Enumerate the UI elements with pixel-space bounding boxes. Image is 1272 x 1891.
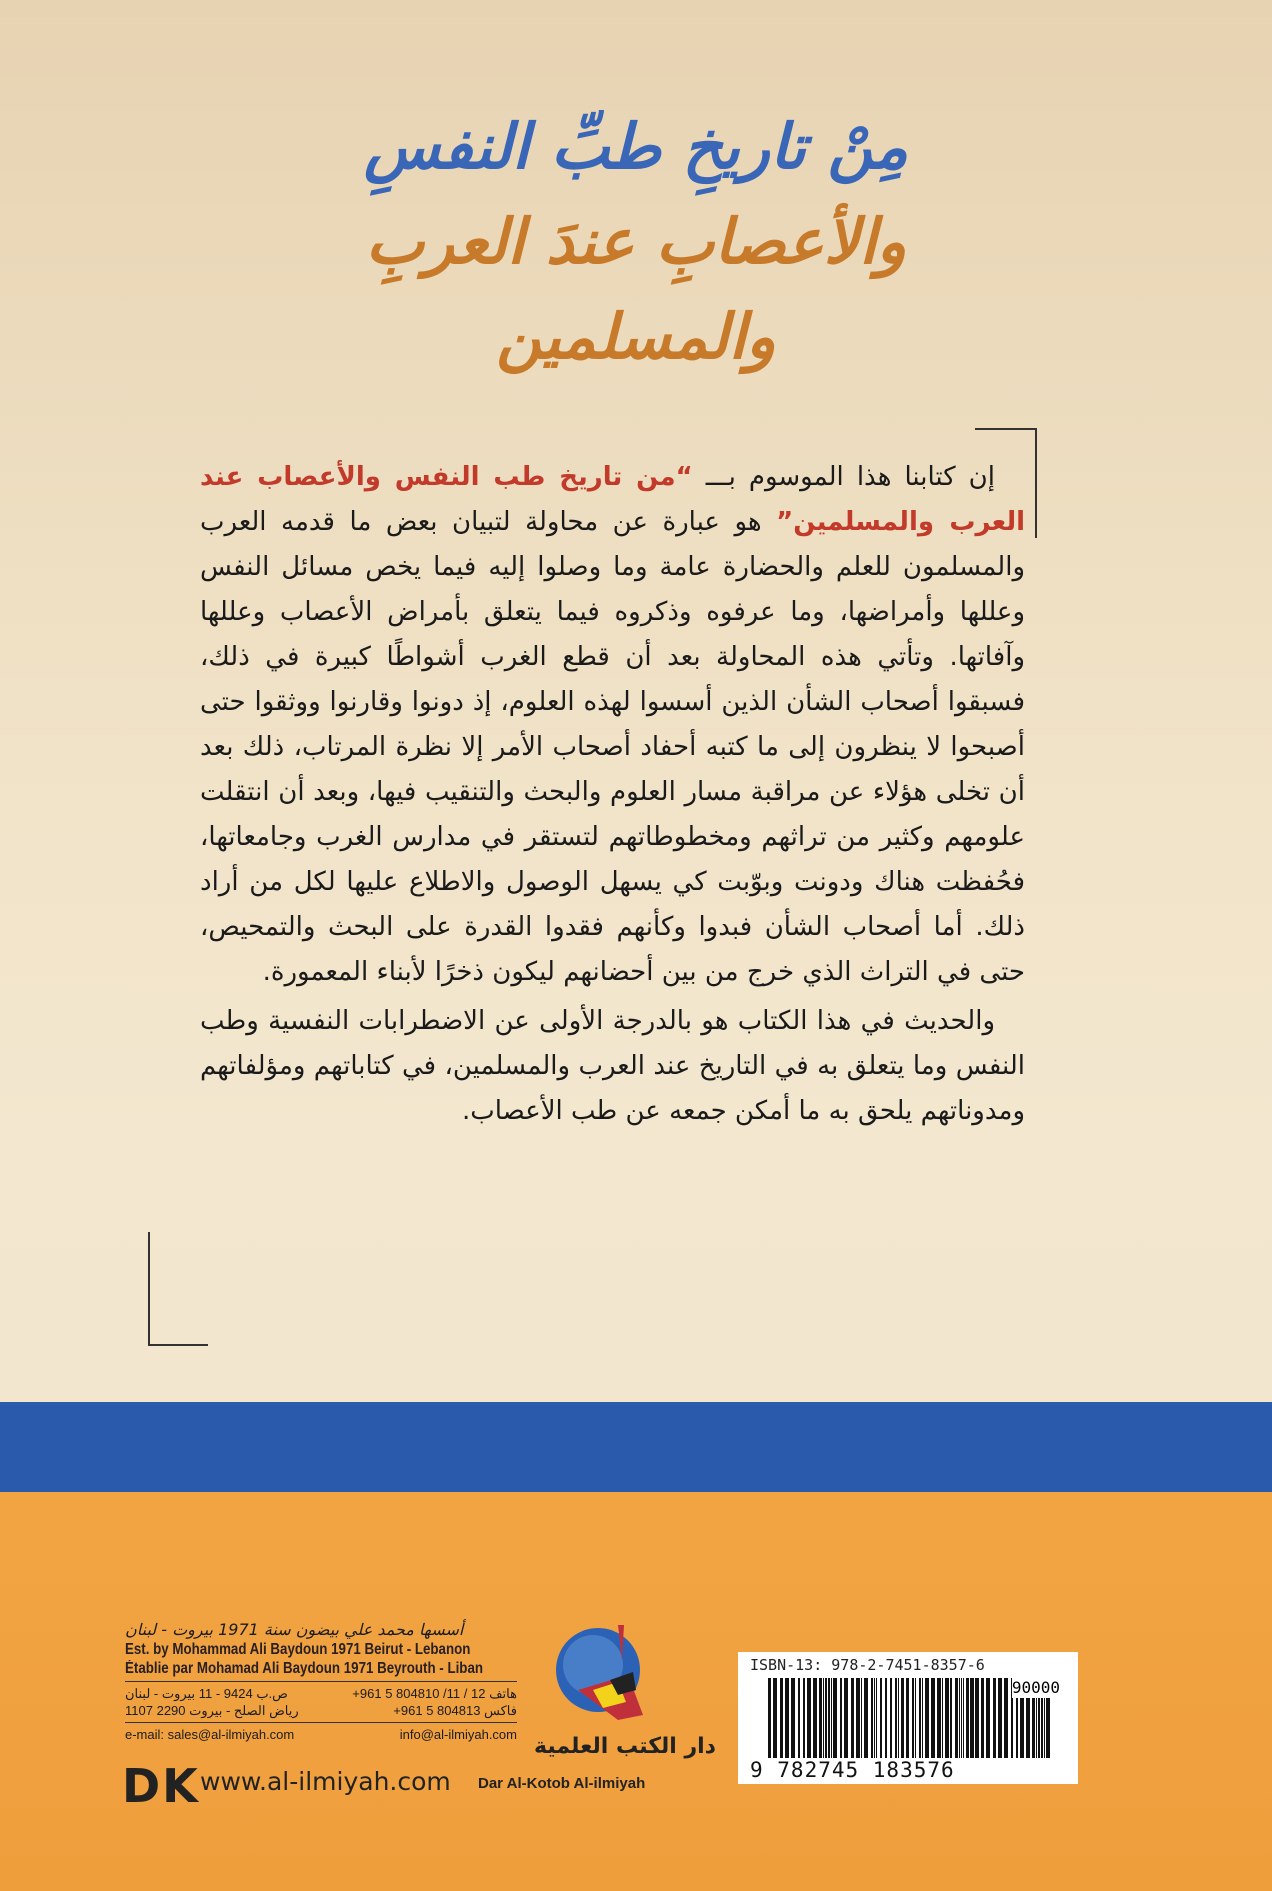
price-code: 90000	[1011, 1678, 1060, 1697]
book-title-line-2: والأعصابِ عندَ العربِ	[365, 205, 907, 278]
publisher-name-en: Dar Al-Kotob Al-ilmiyah	[478, 1775, 646, 1792]
frame-corner-bottom-left-h	[148, 1344, 208, 1346]
founded-english: Est. by Mohammad Ali Baydoun 1971 Beirut - Lebanon	[125, 1641, 471, 1658]
divider	[125, 1722, 517, 1723]
barcode-bar	[1004, 1678, 1008, 1758]
barcode-bar	[959, 1678, 960, 1758]
blurb-book-title: “من تاريخ طب النفس والأعصاب عند العرب والمسلمين”	[200, 462, 1025, 537]
barcode-bar	[803, 1678, 805, 1758]
book-title-line-1: مِنْ تاريخِ طبِّ النفسِ	[364, 110, 908, 183]
barcode-bar	[791, 1678, 795, 1758]
isbn-barcode	[738, 1652, 1078, 1784]
barcode-bar	[844, 1678, 848, 1758]
barcode-bar	[981, 1678, 984, 1758]
barcode-bar	[807, 1678, 811, 1758]
blurb-intro: إن كتابنا هذا الموسوم بـــ	[692, 462, 995, 492]
barcode-bar	[986, 1678, 990, 1758]
barcode-bar	[885, 1678, 887, 1758]
barcode-bar	[975, 1678, 979, 1758]
address: رياض الصلح - بيروت 2290 1107	[125, 1703, 299, 1718]
blurb-paragraph-1	[200, 455, 1025, 995]
barcode-bar	[773, 1678, 777, 1758]
frame-corner-top-right	[1035, 428, 1037, 538]
barcode-bar	[915, 1678, 916, 1758]
barcode-bar	[871, 1678, 873, 1758]
pobox: ص.ب 9424 - 11 بيروت - لبنان	[125, 1686, 288, 1701]
barcode-bar	[895, 1678, 897, 1758]
website: www.al-ilmiyah.com	[200, 1767, 451, 1796]
barcode-bar	[919, 1678, 921, 1758]
barcode-bar	[874, 1678, 875, 1758]
barcode-bar	[861, 1678, 862, 1758]
barcode-bar	[798, 1678, 800, 1758]
isbn-label: ISBN-13: 978-2-7451-8357-6	[750, 1656, 985, 1674]
barcode-bar	[831, 1678, 832, 1758]
barcode-bar	[768, 1678, 771, 1758]
blue-band	[0, 1402, 1272, 1492]
dki-logo: DK	[122, 1759, 200, 1813]
barcode-bar	[942, 1678, 943, 1758]
barcode-bar	[945, 1678, 949, 1758]
barcode-bar	[901, 1678, 904, 1758]
barcode-bar	[922, 1678, 923, 1758]
barcode-bar	[937, 1678, 941, 1758]
barcode-bar	[955, 1678, 958, 1758]
barcode-bar	[833, 1678, 837, 1758]
barcode-bar	[912, 1678, 914, 1758]
barcode-bar	[970, 1678, 974, 1758]
blurb	[200, 455, 1025, 1138]
barcode-bar	[840, 1678, 842, 1758]
barcode-bar	[780, 1678, 783, 1758]
barcode-bar	[961, 1678, 962, 1758]
barcode-bar	[876, 1678, 877, 1758]
barcode-bar	[890, 1678, 892, 1758]
isbn-digits: 9 782745 183576	[750, 1758, 955, 1782]
fax: فاكس 804813 5 961+	[393, 1703, 517, 1718]
barcode-bar	[819, 1678, 822, 1758]
barcode-bar	[825, 1678, 827, 1758]
barcode-bar	[993, 1678, 996, 1758]
barcode-bar	[864, 1678, 868, 1758]
barcode-bar	[950, 1678, 952, 1758]
frame-corner-top-right-h	[975, 428, 1035, 430]
publisher-globe-logo-icon	[548, 1620, 658, 1730]
email-info: info@al-ilmiyah.com	[399, 1727, 517, 1742]
publisher-info	[125, 1620, 517, 1743]
telephone: هاتف 12 / 11/ 804810 5 961+	[352, 1686, 517, 1701]
barcode-bar	[823, 1678, 824, 1758]
blurb-paragraph-2: والحديث في هذا الكتاب هو بالدرجة الأولى عن الاضطرابات النفسية وطب النفس وما يتعلق به في التاريخ عند العرب والمسلمين، في كتاباتهم ومؤلفاتهم ومدوناتهم يلحق به ما أمكن جمعه عن طب الأعصاب.	[200, 1006, 1025, 1126]
blurb-text: هو عبارة عن محاولة لتبيان بعض ما قدمه العرب والمسلمون للعلم والحضارة عامة وما وصلوا إليه فيما يخص مسائل النفس وعللها وأمراضها، وما عرفوه وذكروه فيما يتعلق بأمراض الأعصاب وعللها وآفاتها. وتأتي هذه المحاولة بعد أن قطع الغرب أشواطًا كبيرة في ذلك، فسبقوا أصحاب الشأن الذين أسسوا لهذه العلوم، إذ دونوا وقارنوا ووثقوا حتى أصبحوا لا ينظرون إلى ما كتبه أحفاد أصحاب الأمر إلا نظرة المرتاب، ذلك بعد أن تخلى هؤلاء عن مراقبة مسار العلوم والبحث والتنقيب فيها، وبعد أن انتقلت علومهم وكثير من تراثهم ومخطوطاتهم لتستقر في مدارس الغرب وجامعاتها، فحُفظت هناك ودونت وبوّبت كي يسهل الوصول والاطلاع عليها لكل من أراد ذلك. أما أصحاب الشأن فبدوا وكأنهم فقدوا القدرة على البحث والتمحيص، حتى في التراث الذي خرج من بين أحضانهم ليكون ذخرًا لأبناء المعمورة.	[200, 507, 1025, 987]
frame-corner-bottom-left	[148, 1232, 150, 1344]
email-sales: e-mail: sales@al-ilmiyah.com	[125, 1727, 295, 1742]
divider	[125, 1681, 517, 1682]
barcode-bar	[856, 1678, 860, 1758]
barcode-bar	[931, 1678, 935, 1758]
barcode-bar	[906, 1678, 909, 1758]
barcode-bar	[828, 1678, 830, 1758]
founded-french: Établie par Mohamad Ali Baydoun 1971 Beyrouth - Liban	[125, 1660, 484, 1677]
barcode-bar	[966, 1678, 969, 1758]
barcode-bar	[925, 1678, 929, 1758]
barcode-bar	[880, 1678, 882, 1758]
founded-arabic: أسسها محمد علي بيضون سنة 1971 بيروت - لبنان	[125, 1620, 464, 1639]
barcode-bar	[963, 1678, 964, 1758]
publisher-name-ar: دار الكتب العلمية	[534, 1734, 716, 1759]
barcode-bar	[998, 1678, 1002, 1758]
barcode-bar	[813, 1678, 817, 1758]
barcode-bar	[785, 1678, 789, 1758]
barcode-bar	[851, 1678, 854, 1758]
barcode-bar	[898, 1678, 899, 1758]
book-title-line-3: والمسلمين	[496, 300, 776, 373]
